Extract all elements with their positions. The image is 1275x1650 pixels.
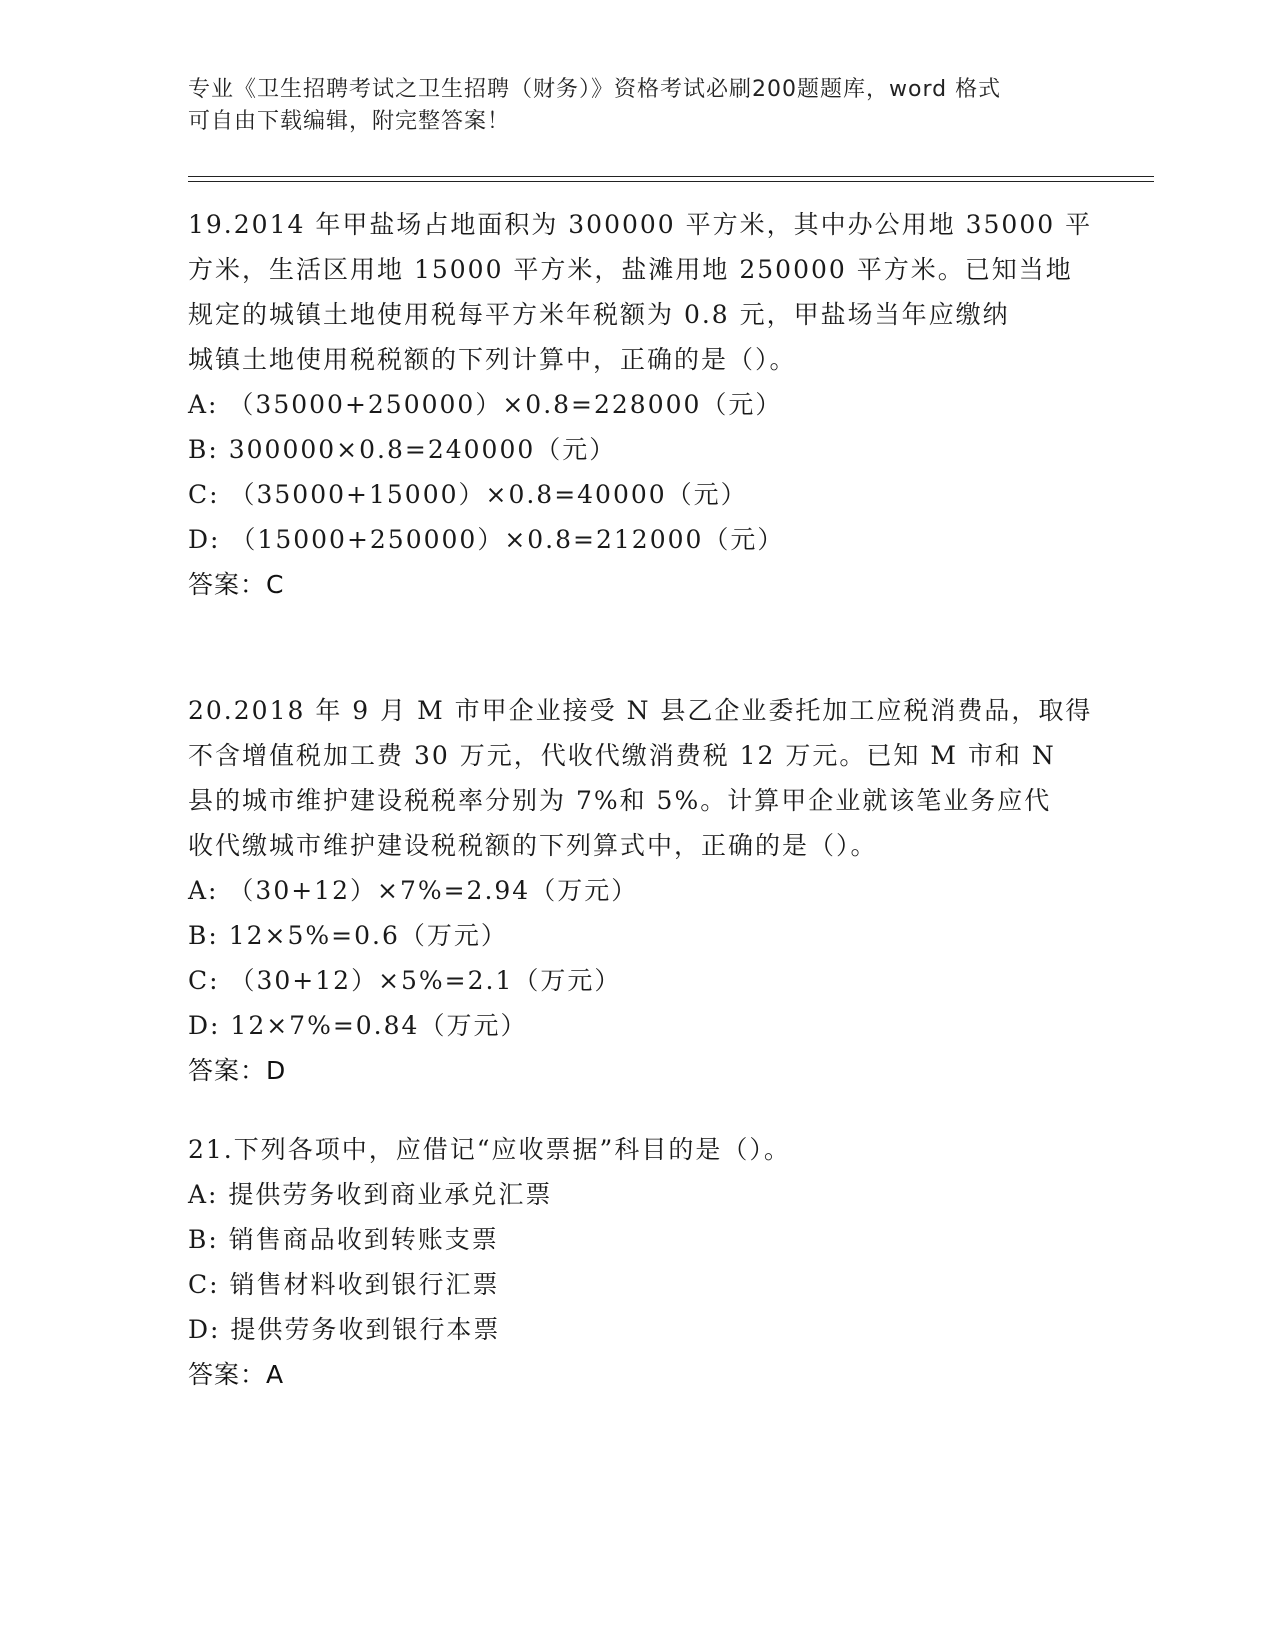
answer-line: 答案：C xyxy=(188,570,285,599)
stem-line: 城镇土地使用税税额的下列计算中，正确的是（）。 xyxy=(188,345,797,374)
question-stem xyxy=(188,202,1093,382)
answer-line: 答案：D xyxy=(188,1056,287,1085)
option-a: A: （30+12）×7%=2.94（万元） xyxy=(188,876,639,905)
stem-line: 19.2014 年甲盐场占地面积为 300000 平方米，其中办公用地 35000 平 xyxy=(188,210,1093,239)
question-20 xyxy=(188,688,1093,1093)
header-divider-top xyxy=(188,176,1154,177)
document-header xyxy=(188,74,1068,138)
stem-line: 方米，生活区用地 15000 平方米，盐滩用地 250000 平方米。已知当地 xyxy=(188,255,1073,284)
option-a: A: （35000+250000）×0.8=228000（元） xyxy=(188,390,783,419)
stem-line: 20.2018 年 9 月 M 市甲企业接受 N 县乙企业委托加工应税消费品，取得 xyxy=(188,696,1093,725)
option-c: C: （35000+15000）×0.8=40000（元） xyxy=(188,480,748,509)
stem-line: 规定的城镇土地使用税每平方米年税额为 0.8 元，甲盐场当年应缴纳 xyxy=(188,300,1010,329)
option-b: B: 销售商品收到转账支票 xyxy=(188,1225,499,1254)
question-stem xyxy=(188,1127,1088,1172)
option-d: D: （15000+250000）×0.8=212000（元） xyxy=(188,525,785,554)
header-divider-bottom xyxy=(188,181,1154,182)
stem-line: 收代缴城市维护建设税税额的下列算式中，正确的是（）。 xyxy=(188,831,878,860)
option-b: B: 12×5%=0.6（万元） xyxy=(188,921,508,950)
option-d: D: 提供劳务收到银行本票 xyxy=(188,1315,501,1344)
option-c: C: 销售材料收到银行汇票 xyxy=(188,1270,500,1299)
stem-line: 县的城市维护建设税税率分别为 7%和 5%。计算甲企业就该笔业务应代 xyxy=(188,786,1052,815)
stem-line: 21.下列各项中，应借记“应收票据”科目的是（）。 xyxy=(188,1135,791,1164)
answer-line: 答案：A xyxy=(188,1360,285,1389)
stem-line: 不含增值税加工费 30 万元，代收代缴消费税 12 万元。已知 M 市和 N xyxy=(188,741,1056,770)
question-19 xyxy=(188,202,1093,607)
header-line-1: 专业《卫生招聘考试之卫生招聘（财务）》资格考试必刷200题题库，word 格式 xyxy=(188,77,1002,102)
header-line-2: 可自由下载编辑，附完整答案！ xyxy=(188,109,511,134)
option-b: B: 300000×0.8=240000（元） xyxy=(188,435,617,464)
question-stem xyxy=(188,688,1093,868)
option-c: C: （30+12）×5%=2.1（万元） xyxy=(188,966,622,995)
question-21 xyxy=(188,1127,1088,1397)
option-a: A: 提供劳务收到商业承兑汇票 xyxy=(188,1180,553,1209)
option-d: D: 12×7%=0.84（万元） xyxy=(188,1011,528,1040)
